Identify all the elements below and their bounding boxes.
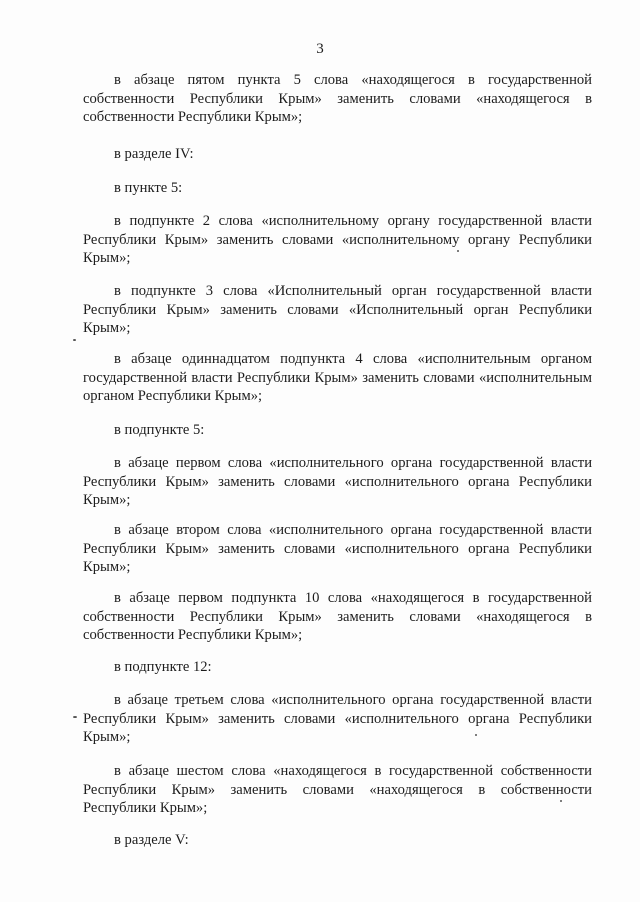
paragraph-13: в абзаце шестом слова «находящегося в государственной собственности Республики Крым» заменить словами «находящегося в собственности Республики Крым»; xyxy=(83,763,592,816)
scan-speck xyxy=(560,800,562,802)
paragraph-11: в подпункте 12: xyxy=(114,659,212,675)
paragraph-1: в абзаце пятом пункта 5 слова «находящегося в государственной собственности Республики Крым» заменить словами «находящегося в собственности Республики Крым»; xyxy=(83,72,592,125)
scan-speck xyxy=(73,339,76,341)
paragraph-9: в абзаце втором слова «исполнительного органа государственной власти Республики Крым» заменить словами «исполнительного органа Республики Крым»; xyxy=(83,522,592,575)
paragraph-10: в абзаце первом подпункта 10 слова «находящегося в государственной собственности Республики Крым» заменить словами «находящегося в собственности Республики Крым»; xyxy=(83,590,592,643)
scan-speck xyxy=(457,250,459,252)
scan-speck xyxy=(475,734,477,736)
paragraph-4: в подпункте 2 слова «исполнительному органу государственной власти Республики Крым» заменить словами «исполнительному органу Республики Крым»; xyxy=(83,213,592,266)
paragraph-6: в абзаце одиннадцатом подпункта 4 слова «исполнительным органом государственной власти Республики Крым» заменить словами «исполнительным органом Республики Крым»; xyxy=(83,351,592,404)
paragraph-5: в подпункте 3 слова «Исполнительный орган государственной власти Республики Крым» заменить словами «Исполнительный орган Республики Крым»; xyxy=(83,283,592,336)
paragraph-2: в разделе IV: xyxy=(114,146,194,162)
paragraph-7: в подпункте 5: xyxy=(114,422,205,438)
paragraph-14: в разделе V: xyxy=(114,832,189,848)
paragraph-3: в пункте 5: xyxy=(114,180,183,196)
page-number: 3 xyxy=(316,41,324,57)
paragraph-8: в абзаце первом слова «исполнительного органа государственной власти Республики Крым» заменить словами «исполнительного органа Республики Крым»; xyxy=(83,455,592,508)
paragraph-12: в абзаце третьем слова «исполнительного органа государственной власти Республики Крым» заменить словами «исполнительного органа Республики Крым»; xyxy=(83,692,592,745)
scan-speck xyxy=(73,716,77,718)
